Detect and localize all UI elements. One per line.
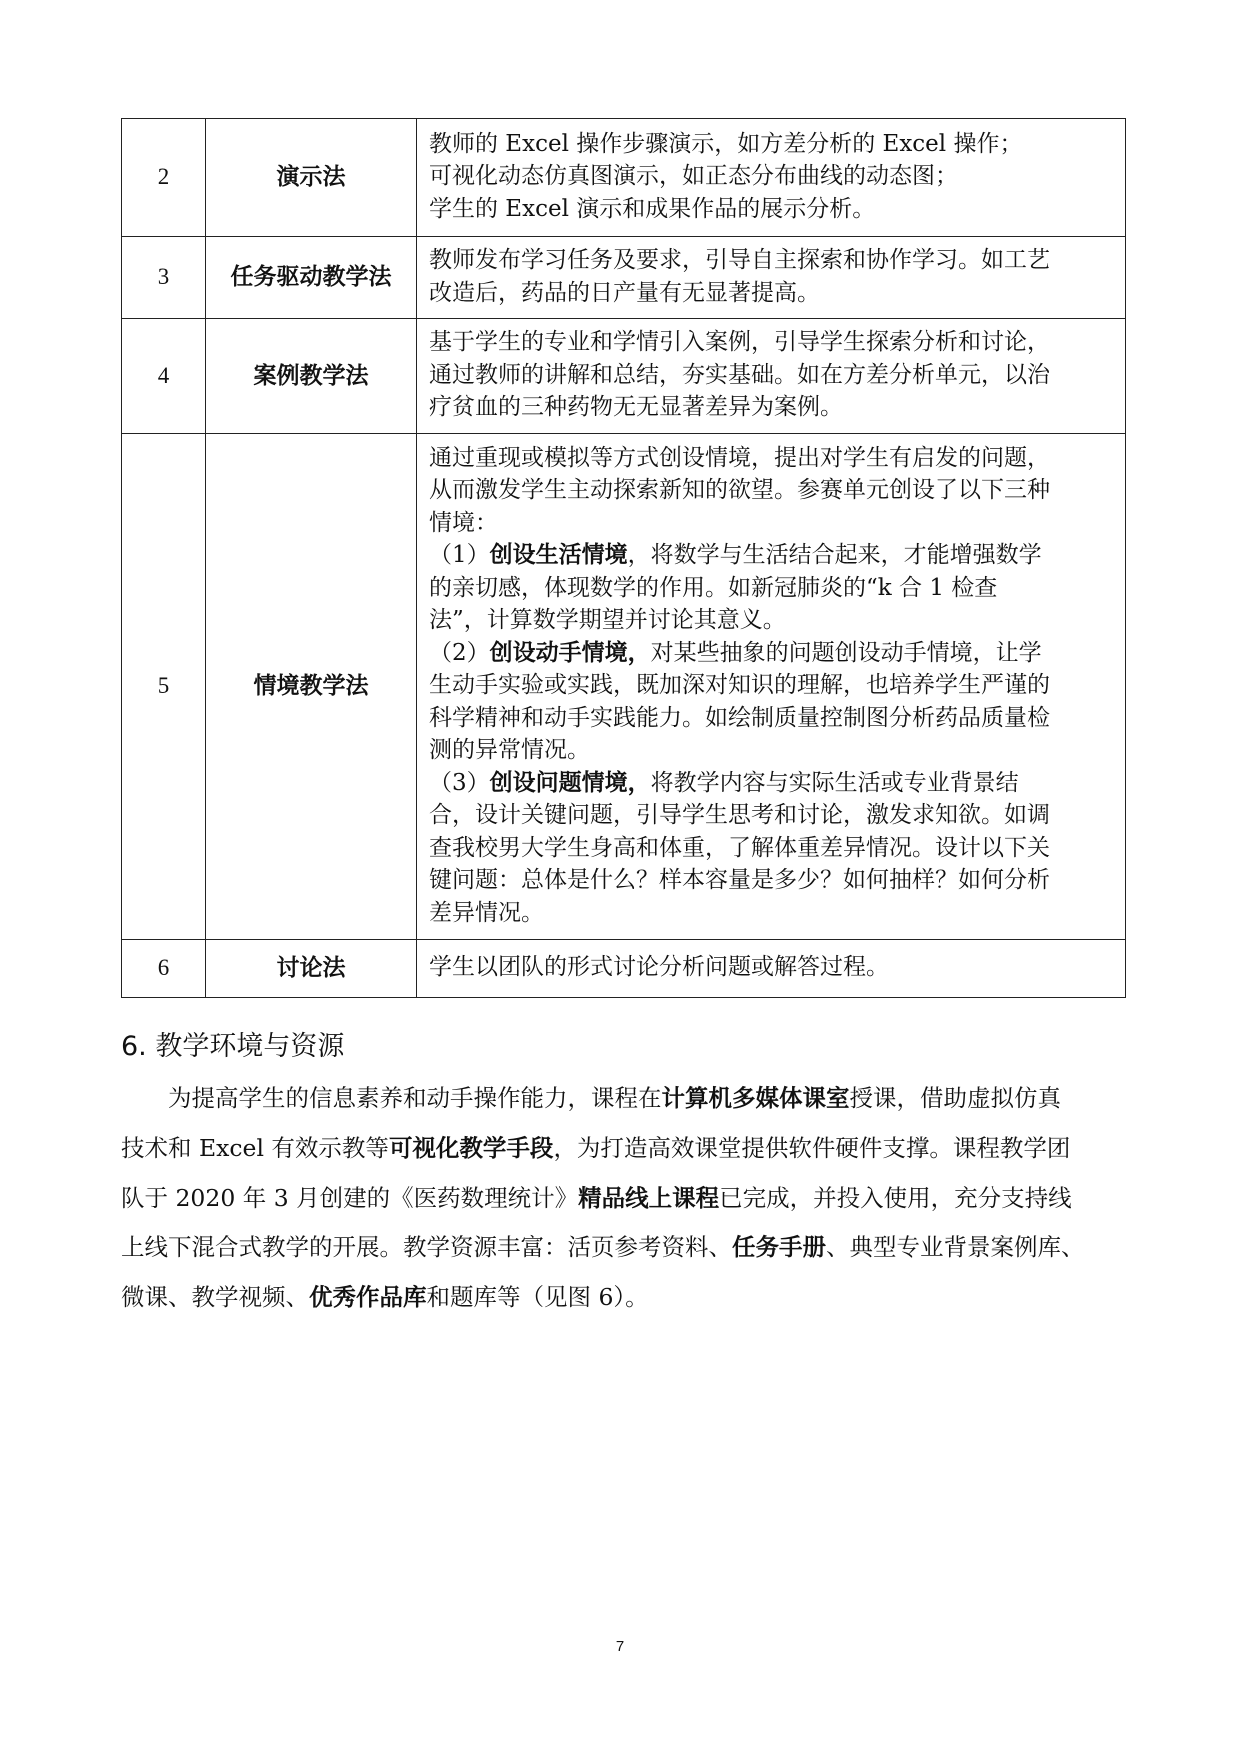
bold-text: 创设动手情境，: [489, 639, 651, 666]
bold-text: 精品线上课程: [578, 1183, 720, 1212]
text-line: [429, 193, 1113, 226]
text-segment: 为提高学生的信息素养和动手操作能力，课程在: [121, 1084, 662, 1112]
method-name: 情境教学法: [206, 434, 417, 940]
row-number: 4: [122, 319, 206, 434]
text-segment: 情境：: [429, 509, 498, 536]
text-line: [429, 507, 1113, 540]
text-line: [429, 897, 1113, 930]
method-description: [417, 319, 1126, 434]
text-segment: 基于学生的专业和学情引入案例，引导学生探索分析和讨论，: [429, 329, 1050, 356]
text-segment: 差异情况。: [429, 899, 544, 926]
text-segment: 技术和 Excel 有效示教等: [121, 1133, 389, 1162]
text-line: [429, 832, 1113, 865]
row-number: 3: [122, 237, 206, 319]
table-row: [122, 237, 1126, 319]
text-segment: 和题库等（见图 6）。: [426, 1283, 649, 1312]
section-paragraph: [121, 1074, 1131, 1323]
text-segment: 的亲切感，体现数学的作用。如新冠肺炎的“k 合 1 检查: [429, 574, 998, 601]
text-line: [429, 539, 1113, 572]
text-segment: 已完成，并投入使用，充分支持线: [719, 1183, 1072, 1212]
text-line: [429, 359, 1113, 392]
text-line: [429, 244, 1113, 277]
text-line: [429, 734, 1113, 767]
method-name: 讨论法: [206, 940, 417, 998]
bold-text: 优秀作品库: [309, 1283, 427, 1312]
text-segment: 微课、教学视频、: [121, 1283, 309, 1312]
text-line: [429, 391, 1113, 424]
text-segment: 队于 2020 年 3 月创建的《医药数理统计》: [121, 1183, 579, 1212]
text-line: [429, 128, 1113, 161]
text-line: [429, 442, 1113, 475]
text-segment: 法”，计算数学期望并讨论其意义。: [429, 607, 786, 634]
text-line: [429, 326, 1113, 359]
text-segment: 教师的 Excel 操作步骤演示，如方差分析的 Excel 操作；: [429, 130, 1023, 157]
text-line: [429, 799, 1113, 832]
bold-text: 任务手册: [732, 1233, 826, 1262]
bold-text: 创设问题情境，: [489, 769, 651, 796]
text-segment: 改造后，药品的日产量有无显著提高。: [429, 279, 820, 306]
text-segment: 查我校男大学生身高和体重，了解体重差异情况。设计以下关: [429, 834, 1050, 861]
text-segment: 测的异常情况。: [429, 737, 590, 764]
text-line: [121, 1124, 1131, 1174]
method-name: 任务驱动教学法: [206, 237, 417, 319]
text-segment: 授课，借助虚拟仿真: [849, 1084, 1061, 1112]
text-segment: 学生以团队的形式讨论分析问题或解答过程。: [429, 954, 889, 981]
text-segment: （3）: [429, 769, 490, 796]
text-segment: 科学精神和动手实践能力。如绘制质量控制图分析药品质量检: [429, 704, 1050, 731]
table-row: [122, 940, 1126, 998]
row-number: 6: [122, 940, 206, 998]
bold-text: 可视化教学手段: [388, 1133, 554, 1162]
text-segment: 将教学内容与实际生活或专业背景结: [650, 769, 1019, 796]
text-segment: 学生的 Excel 演示和成果作品的展示分析。: [429, 195, 876, 222]
method-description: [417, 119, 1126, 237]
text-segment: 、典型专业背景案例库、: [826, 1233, 1085, 1262]
text-line: [429, 160, 1113, 193]
text-line: [429, 277, 1113, 310]
text-segment: 教师发布学习任务及要求，引导自主探索和协作学习。如工艺: [429, 247, 1050, 273]
method-description: [417, 237, 1126, 319]
row-number: 2: [122, 119, 206, 237]
section-heading: 6. 教学环境与资源: [121, 1031, 345, 1062]
text-segment: 通过重现或模拟等方式创设情境，提出对学生有启发的问题，: [429, 444, 1050, 471]
text-line: [429, 669, 1113, 702]
text-segment: 从而激发学生主动探索新知的欲望。参赛单元创设了以下三种: [429, 477, 1050, 504]
method-description: [417, 940, 1126, 998]
text-segment: ，将数学与生活结合起来，才能增强数学: [627, 542, 1042, 569]
method-name: 演示法: [206, 119, 417, 237]
text-segment: 疗贫血的三种药物无无显著差异为案例。: [429, 394, 843, 421]
page-number: 7: [615, 1638, 625, 1655]
bold-text: 创设生活情境: [489, 542, 628, 569]
teaching-methods-table: [121, 118, 1126, 998]
text-line: [429, 702, 1113, 735]
text-segment: 键问题：总体是什么？样本容量是多少？如何抽样？如何分析: [429, 867, 1050, 894]
text-line: [121, 1174, 1131, 1224]
method-name: 案例教学法: [206, 319, 417, 434]
text-segment: 可视化动态仿真图演示，如正态分布曲线的动态图；: [429, 163, 958, 190]
text-segment: 生动手实验或实践，既加深对知识的理解，也培养学生严谨的: [429, 672, 1050, 699]
text-segment: 上线下混合式教学的开展。教学资源丰富：活页参考资料、: [121, 1233, 732, 1262]
text-line: [121, 1074, 1131, 1124]
table-row: [122, 119, 1126, 237]
row-number: 5: [122, 434, 206, 940]
text-line: [121, 1223, 1131, 1273]
text-segment: （1）: [429, 542, 490, 569]
table-row: [122, 434, 1126, 940]
text-line: [121, 1273, 1131, 1323]
method-description: [417, 434, 1126, 940]
text-line: [429, 604, 1113, 637]
text-segment: 对某些抽象的问题创设动手情境，让学: [650, 639, 1042, 666]
text-segment: （2）: [429, 639, 490, 666]
text-segment: 合，设计关键问题，引导学生思考和讨论，激发求知欲。如调: [429, 802, 1050, 829]
text-line: [429, 637, 1113, 670]
table-row: [122, 319, 1126, 434]
bold-text: 计算机多媒体课室: [661, 1084, 850, 1112]
text-line: [429, 864, 1113, 897]
text-line: [429, 767, 1113, 800]
text-segment: 通过教师的讲解和总结，夯实基础。如在方差分析单元，以治: [429, 361, 1050, 388]
text-line: [429, 951, 1113, 984]
text-line: [429, 474, 1113, 507]
text-segment: ，为打造高效课堂提供软件硬件支撑。课程教学团: [553, 1133, 1071, 1162]
text-line: [429, 572, 1113, 605]
